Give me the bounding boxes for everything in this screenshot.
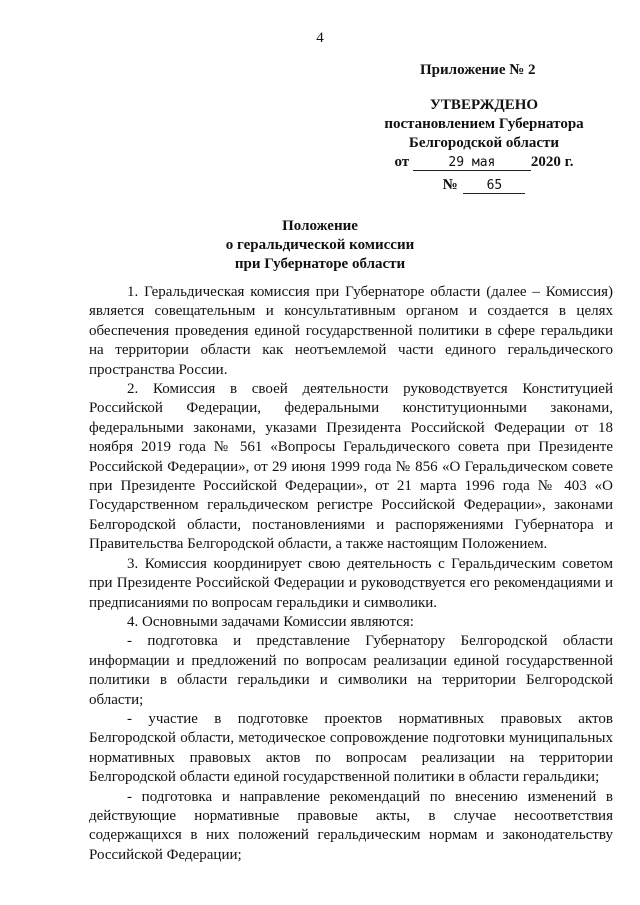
handwritten-date: 29 мая [413,155,531,171]
paragraph: 1. Геральдическая комиссия при Губернаторе области (далее – Комиссия) является совещательным и консультативным органом и создается в целях обеспечения проведения единой государственной политики в сфере геральдики на территории области как неотъемлемой части единого геральдического пространства России. [89,284,613,378]
title-line-3: при Губернаторе области [234,256,406,272]
title-line-1: Положение [282,218,358,234]
paragraph: - подготовка и представление Губернатору Белгородской области информации и предложений по вопросам реализации единой государственной политики в области геральдики и символики на территории Белгородской области; [89,633,613,708]
approved-by-line-1: постановлением Губернатора [384,116,584,132]
approved-by-line-2: Белгородской области [408,135,560,151]
appendix-label: Приложение № 2 [420,62,536,78]
paragraph: - подготовка и направление рекомендаций по внесению изменений в действующие нормативные правовые акты, в случае несоответствия содержащихся в них положений геральдическим нормам и законодательству Российской Федерации; [89,788,613,863]
document-body [89,283,613,865]
approval-number-line [368,176,600,195]
title-line-2: о геральдической комиссии [225,237,415,253]
page-number: 4 [316,30,324,46]
number-prefix: № [442,177,458,193]
date-prefix: от [394,154,410,170]
paragraph: - участие в подготовке проектов нормативных правовых актов Белгородской области, методическое сопровождение подготовки муниципальных нормативных правовых актов по вопросам реализации на территории Белгородской области единой государственной политики в области геральдики; [89,710,613,786]
paragraph: 2. Комиссия в своей деятельности руководствуется Конституцией Российской Федерации, федеральными конституционными законами, федеральными законами, указами Президента Российской Федерации от 18 ноября 2019 года № 561 «Вопросы Геральдического совета при Президенте Российской Федерации», от 29 июня 1999 года № 856 «О Геральдическом совете при Президенте Российской Федерации», от 21 марта 1996 года № 403 «О Государственном геральдическом регистре Российской Федерации», законами Белгородской области, постановлениями и распоряжениями Губернатора и Правительства Белгородской области, а также настоящим Положением. [89,381,613,553]
date-suffix: 2020 г. [530,154,574,170]
document-title [0,217,640,274]
approval-date-line [368,153,600,172]
approved-heading: УТВЕРЖДЕНО [429,97,539,113]
approval-block [368,96,600,195]
handwritten-number: 65 [463,178,525,194]
paragraph: 4. Основными задачами Комиссии являются: [127,613,414,630]
paragraph: 3. Комиссия координирует свою деятельность с Геральдическим советом при Президенте Российской Федерации и руководствуется его рекомендациями и предписаниями по вопросам геральдики и символики. [89,555,613,611]
